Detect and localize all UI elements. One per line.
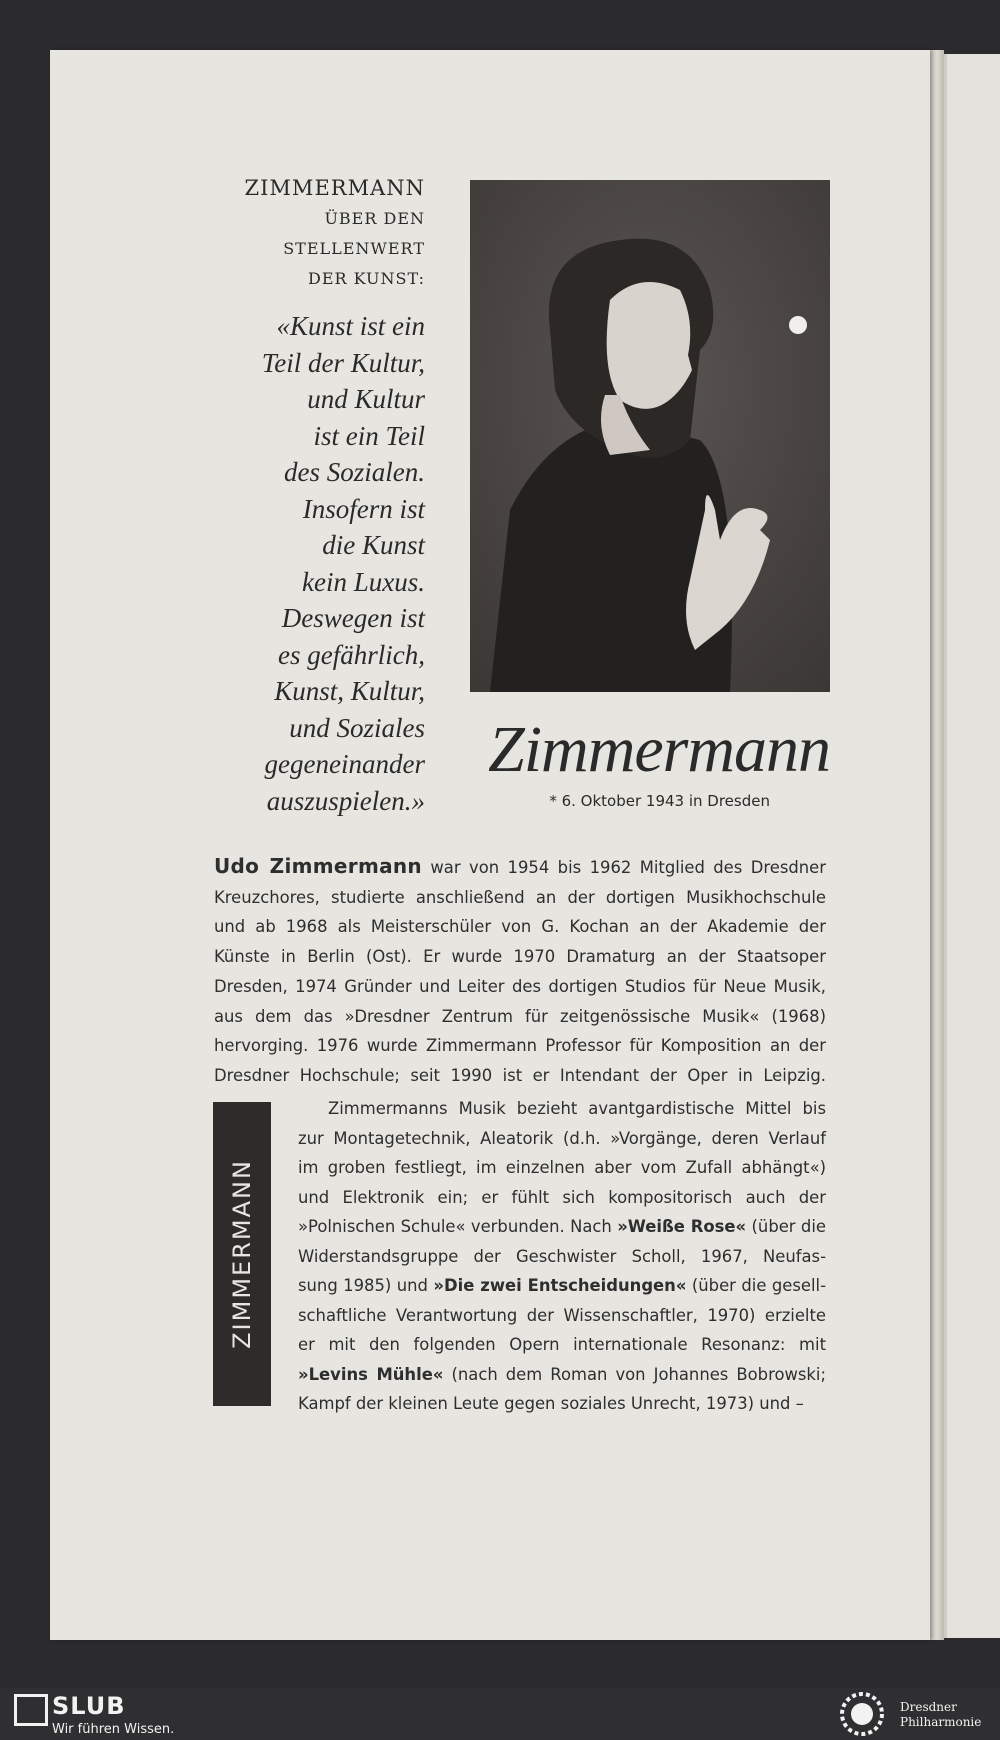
paragraph-line: Künste in Berlin (Ost). Er wurde 1970 Dramaturg an der Staatsoper: [214, 947, 826, 967]
quote-line: des Sozialen.: [284, 457, 425, 487]
sidebar-label: ZIMMERMANN: [228, 1159, 256, 1349]
quote-line: Teil der Kultur,: [261, 347, 425, 378]
paragraph-line: Zimmermanns Musik bezieht avantgardistische Mittel bis: [328, 1099, 826, 1118]
paragraph-text: war von 1954 bis 1962 Mitglied des Dresdner: [421, 858, 826, 877]
quote-line: Kunst, Kultur,: [274, 676, 425, 706]
quote-line: ist ein Teil: [313, 420, 425, 451]
next-page-edge: [944, 54, 1000, 1638]
paragraph-line: Kreuzchores, studierte anschließend an der dortigen Musikhochschule: [214, 887, 826, 907]
quote-line: auszuspielen.»: [266, 785, 425, 816]
paragraph-line: [298, 1271, 826, 1301]
paragraph-line: er mit den folgenden Opern internationale Resonanz: mit: [298, 1335, 826, 1354]
quote-block: [195, 308, 425, 819]
section-heading: [245, 172, 425, 294]
paragraph-text: (nach dem Roman von Johannes Bobrowski;: [443, 1364, 826, 1384]
quote-line: gegeneinander: [264, 749, 425, 779]
partner-name: [900, 1700, 981, 1730]
partner-name-line: Dresdner: [900, 1700, 957, 1714]
heading-line: DER KUNST:: [308, 269, 425, 288]
slub-name: SLUB: [52, 1692, 126, 1720]
paragraph-line: Dresdner Hochschule; seit 1990 ist er Intendant der Oper in Leipzig.: [214, 1065, 826, 1085]
paragraph-line: [214, 852, 826, 883]
paragraph-line: hervorging. 1976 wurde Zimmermann Professor für Komposition an der: [214, 1036, 826, 1056]
paragraph-line: Widerstandsgruppe der Geschwister Scholl, 1967, Neufas-: [298, 1246, 826, 1266]
paragraph-text: (über die gesell-: [686, 1276, 826, 1295]
portrait-name: Zimmermann: [487, 713, 830, 786]
paragraph-line: Dresden, 1974 Gründer und Leiter des dortigen Studios für Neue Musik,: [214, 976, 826, 996]
paragraph-line: zur Montagetechnik, Aleatorik (d.h. »Vorgänge, deren Verlauf: [298, 1128, 826, 1148]
paragraph-line: und ab 1968 als Meisterschüler von G. Kochan an der Akademie der: [214, 917, 826, 937]
work-title: »Weiße Rose«: [617, 1217, 747, 1236]
paragraph-text: sung 1985) und: [298, 1276, 434, 1295]
paragraph-line: [298, 1360, 826, 1390]
book-spine: [930, 50, 944, 1640]
slub-tagline: Wir führen Wissen.: [52, 1722, 175, 1737]
heading-line: ZIMMERMANN: [244, 176, 425, 200]
heading-line: ÜBER DEN: [324, 209, 425, 228]
paragraph-text: (über die: [746, 1217, 826, 1236]
sidebar-label-box: [213, 1102, 271, 1406]
paragraph-line: aus dem das »Dresdner Zentrum für zeitgenössische Musik« (1968): [214, 1006, 826, 1026]
paragraph-line: Kampf der kleinen Leute gegen soziales Unrecht, 1973) und –: [298, 1394, 804, 1413]
birth-date: * 6. Oktober 1943 in Dresden: [549, 792, 770, 810]
quote-line: und Kultur: [307, 384, 425, 414]
paragraph-line: im groben festliegt, im einzelnen aber vom Zufall abhängt«): [298, 1158, 826, 1177]
quote-line: die Kunst: [322, 530, 425, 560]
lead-name: Udo Zimmermann: [214, 854, 422, 878]
partner-name-line: Philharmonie: [900, 1715, 982, 1729]
quote-line: und Soziales: [289, 712, 425, 743]
work-title: »Levins Mühle«: [298, 1364, 444, 1384]
paragraph-line: [298, 1212, 826, 1242]
biography-paragraph-2: [298, 1094, 826, 1419]
biography-paragraph-1: [214, 852, 826, 1091]
quote-line: Deswegen ist: [281, 603, 425, 633]
paragraph-text: »Polnischen Schule« verbunden. Nach: [298, 1217, 618, 1236]
viewer-footer: [0, 1688, 1000, 1740]
portrait-photo: [470, 180, 830, 692]
quote-line: es gefährlich,: [278, 639, 425, 670]
heading-line: STELLENWERT: [283, 239, 425, 258]
quote-line: «Kunst ist ein: [276, 311, 425, 341]
philharmonie-logo-icon: [840, 1692, 884, 1736]
paragraph-line: schaftliche Verantwortung der Wissenschaftler, 1970) erzielte: [298, 1305, 826, 1325]
paragraph-line: und Elektronik ein; er fühlt sich kompositorisch auch der: [298, 1187, 826, 1207]
quote-line: kein Luxus.: [302, 566, 425, 597]
work-title: »Die zwei Entscheidungen«: [433, 1276, 687, 1295]
slub-logo-icon: [14, 1694, 48, 1726]
quote-line: Insofern ist: [302, 493, 425, 524]
